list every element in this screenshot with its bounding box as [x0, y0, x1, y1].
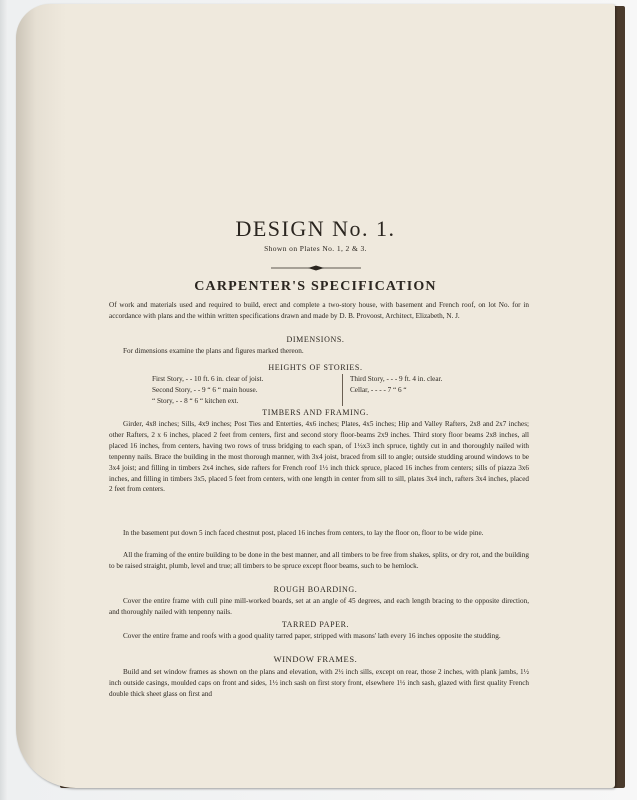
height-row: First Story, - - 10 ft. 6 in. clear of joist.: [152, 375, 264, 383]
tarred-paper-text: Cover the entire frame and roofs with a good quality tarred paper, stripped with masons' lath every 16 inches opposite the studding.: [123, 632, 501, 640]
timbers-paragraph-2: In the basement put down 5 inch faced chestnut post, placed 16 inches from centers, to lay the floor on, floor to be wide pine.: [123, 529, 484, 537]
heights-left-column: [152, 374, 263, 407]
height-row: Third Story, - - - 9 ft. 4 in. clear.: [350, 375, 443, 383]
page-curl-shadow: [16, 4, 66, 788]
timbers-heading: TIMBERS AND FRAMING.: [262, 408, 369, 417]
heights-table: [152, 374, 482, 408]
specification-title: CARPENTER'S SPECIFICATION: [194, 279, 437, 294]
book-page: [16, 4, 615, 788]
column-separator: [342, 374, 343, 406]
plates-subtitle: Shown on Plates No. 1, 2 & 3.: [264, 244, 367, 253]
window-frames-text: Build and set window frames as shown on the plans and elevation, with 2½ inch sills, except on rear, those 2 inches, with plank jambs, 1½ inch outside casings, moulded caps on front and sides, 1½ inch sash on first story front, elsewhere 1½ inch sash, glazed with first quality French double thick sheet glass on first and: [109, 668, 529, 698]
heights-right-column: [350, 374, 442, 396]
window-frames-heading: WINDOW FRAMES.: [273, 654, 358, 664]
height-row: Second Story, - - 9 “ 6 “ main house.: [152, 386, 258, 394]
book-binding-edge: [0, 0, 8, 800]
height-row: Cellar, - - - - 7 “ 6 “: [350, 386, 407, 394]
rough-boarding-heading: ROUGH BOARDING.: [273, 585, 358, 594]
height-row: “ Story, - - 8 “ 6 “ kitchen ext.: [152, 397, 239, 405]
decorative-divider-icon: [271, 265, 361, 271]
rough-boarding-text: Cover the entire frame with cull pine mill-worked boards, set at an angle of 45 degrees, and each length bracing to the opposite direction, and thoroughly nailed with tenpenny nails.: [109, 597, 529, 616]
heights-heading: HEIGHTS OF STORIES.: [268, 363, 363, 372]
timbers-paragraph-3: All the framing of the entire building to be done in the best manner, and all timbers to be free from shakes, splits, or dry rot, and the building to be raised straight, plumb, level and true; all timbers to be spruce except floor beams, such to be hemlock.: [109, 551, 529, 570]
timbers-paragraph-1: Girder, 4x8 inches; Sills, 4x9 inches; Post Ties and Enterties, 4x6 inches; Plates, 4x5 inches; Hip and Valley Rafters, 2x8 and 2x7 inches; other Rafters, 2 x 6 inches, placed 2 feet from centers, first and second story floor-beams 2x9 inches. Third story floor beams 2x8 inches, all placed 16 inches, from centers, having two rows of truss bridging to each span, of 1½x3 inch spruce, tightly cut in and thoroughly nailed with tenpenny nails. Brace the building in the most thorough manner, with 3x4 joist, braced from sill to angle; outside studding around windows to be 3x4 joist; and filling in timbers 2x4 inches, side rafters for French roof 1½ inch thick spruce, placed 16 inches from centers; sills of piazza 3x6 inches, and filling in timbers 3x5, placed 5 feet from centers, with one length in center from sill to sill, plates 3x4 inch, rafters 3x4 inches, placed 2 feet from centers.: [109, 420, 529, 494]
design-title: DESIGN No. 1.: [235, 216, 396, 241]
dimensions-heading: DIMENSIONS.: [286, 335, 345, 344]
tarred-paper-heading: TARRED PAPER.: [281, 620, 350, 629]
intro-paragraph: Of work and materials used and required to build, erect and complete a two-story house, with basement and French roof, on lot No. for in accordance with plans and the within written specifications drawn and made by D. B. Provoost, Architect, Elizabeth, N. J.: [109, 301, 529, 320]
dimensions-text: For dimensions examine the plans and figures marked thereon.: [123, 347, 304, 355]
